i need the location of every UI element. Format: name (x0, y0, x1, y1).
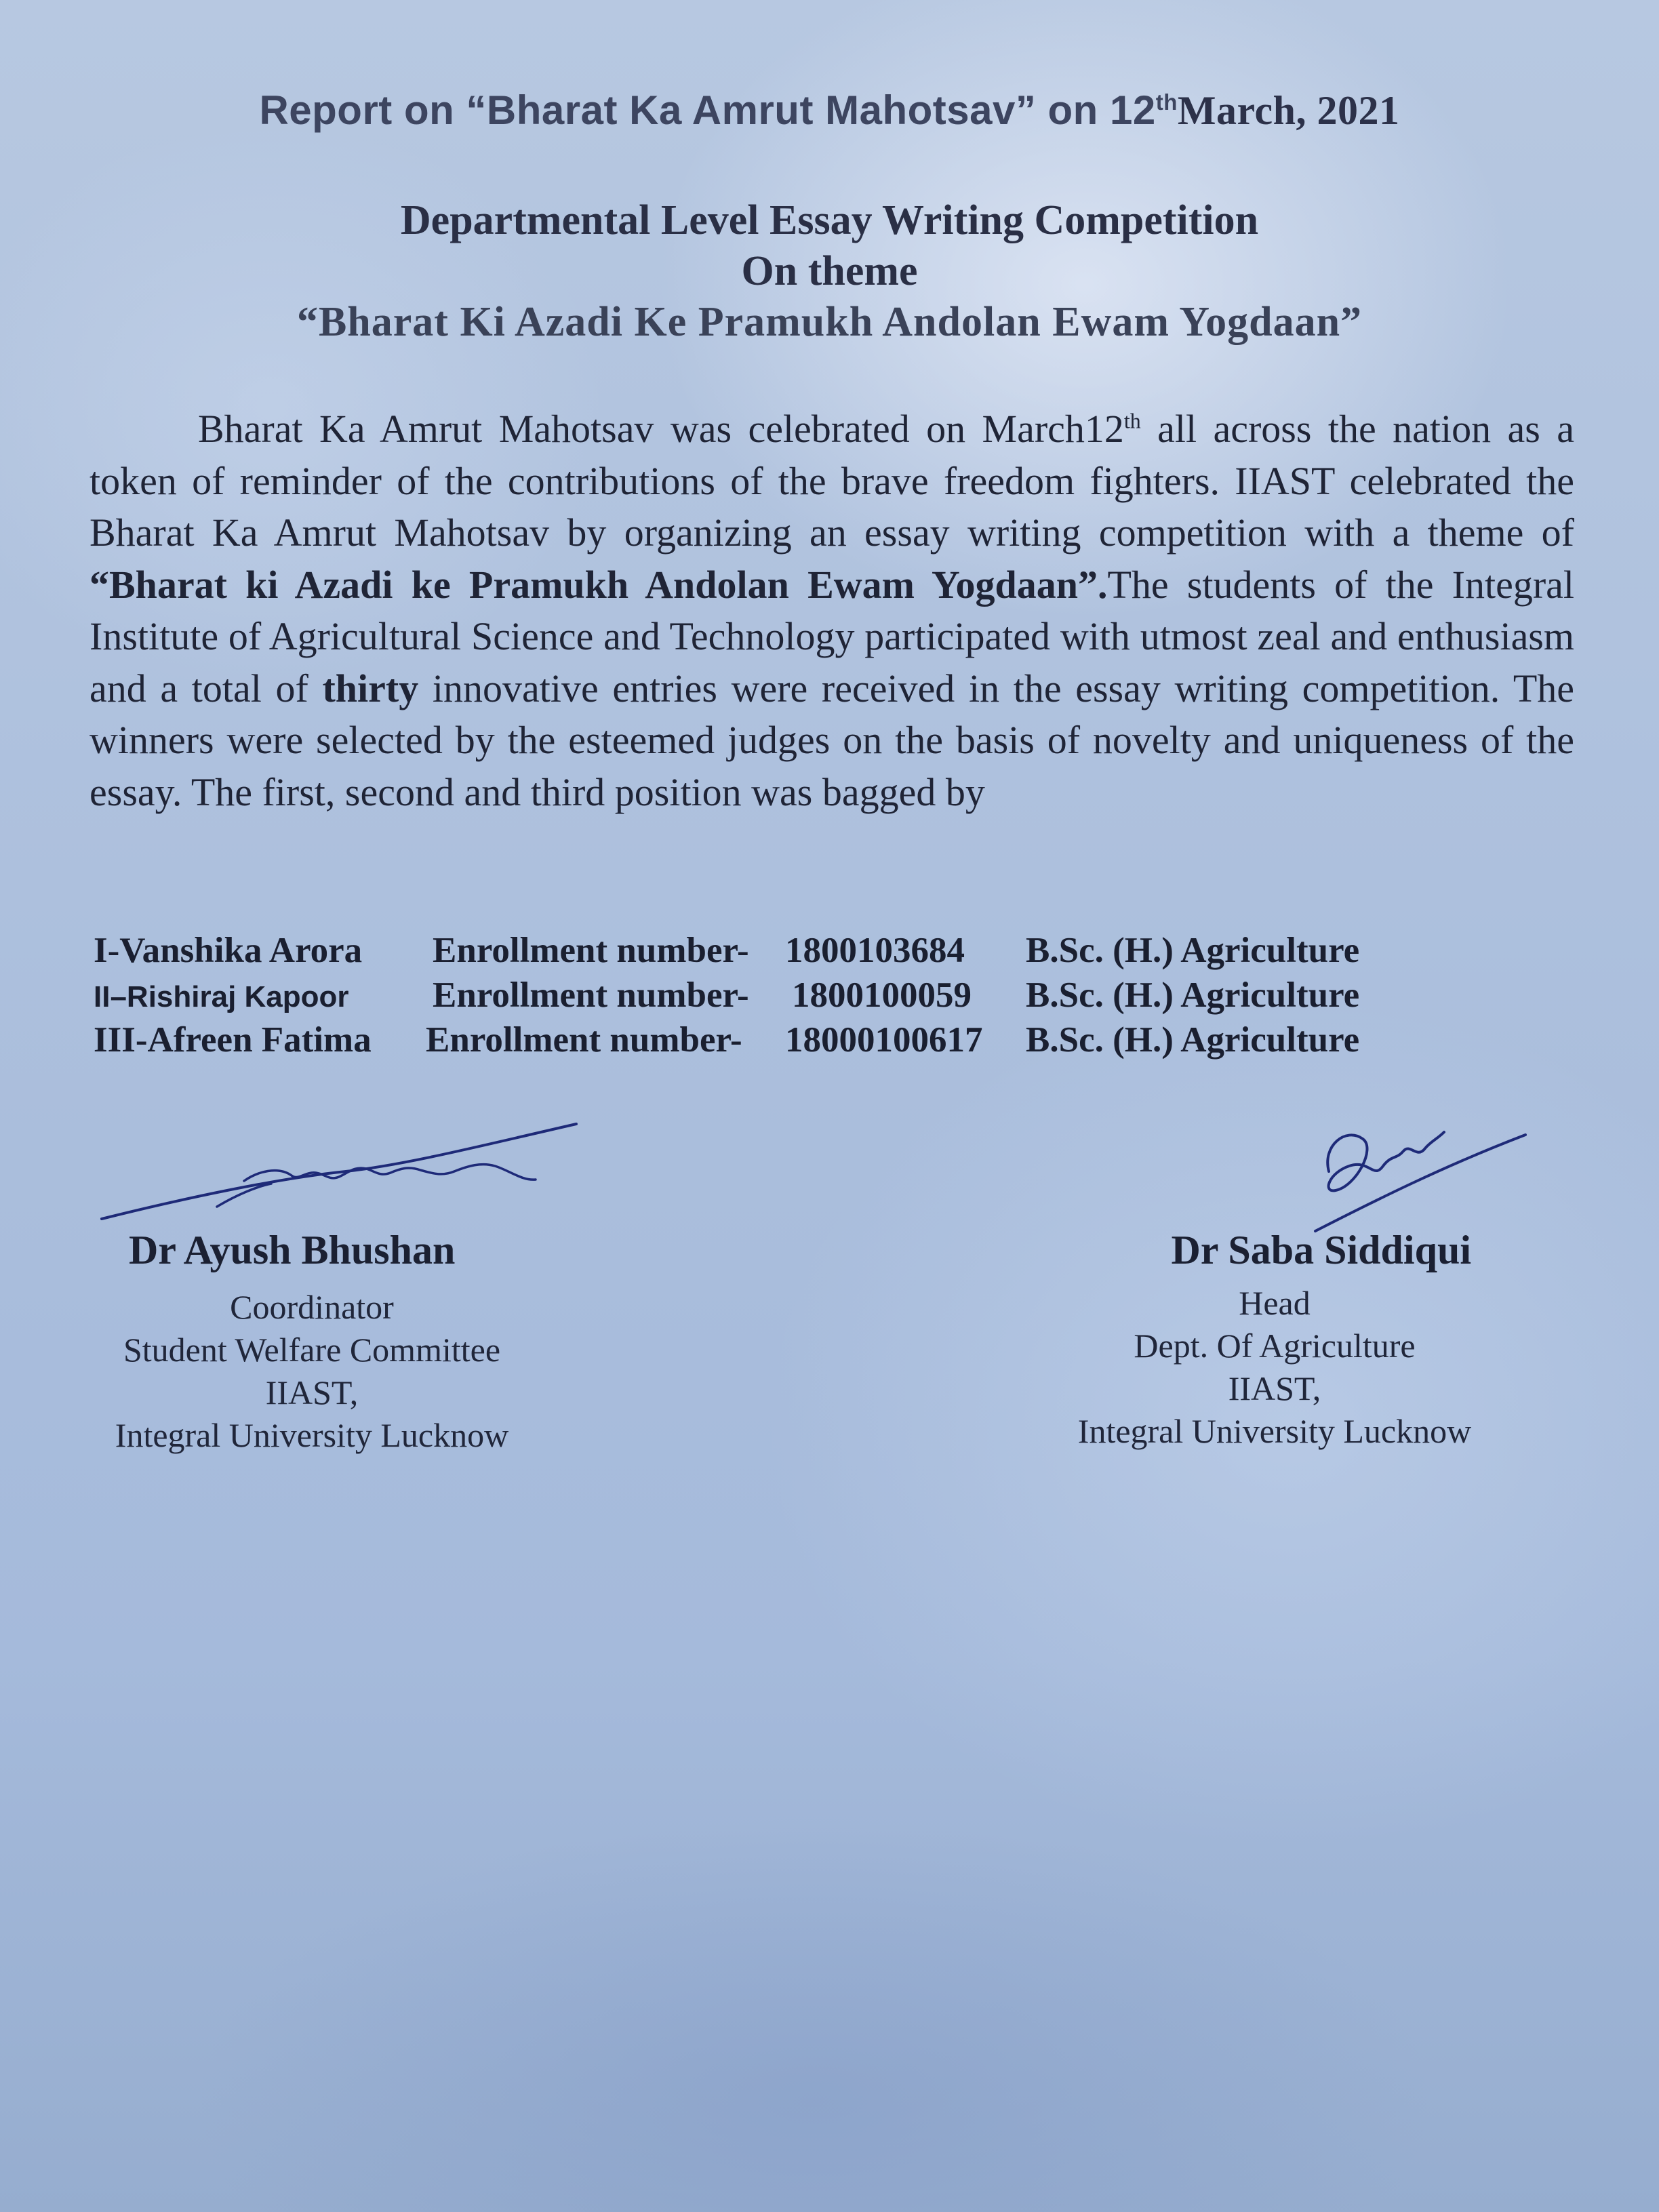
winners-list (94, 930, 1450, 1064)
winner-name: III-Afreen Fatima (94, 1020, 372, 1060)
competition-theme: “Bharat Ki Azadi Ke Pramukh Andolan Ewam Yogdaan” (296, 299, 1363, 345)
signature-left (102, 1119, 590, 1227)
signatory-department: Dept. Of Agriculture (1134, 1327, 1416, 1365)
paragraph-theme: “Bharat ki Azadi ke Pramukh Andolan Ewam Yogdaan”. (89, 562, 1108, 607)
enrollment-label: Enrollment number- (433, 931, 749, 970)
winner-row (94, 975, 1450, 1020)
paragraph-text-3: The students of the Integral Institute of Agricultural Science and Technology participated with utmost zeal and enthusiasm and a total of (89, 562, 1574, 710)
report-paragraph (89, 403, 1574, 818)
signatory-committee: Student Welfare Committee (123, 1331, 501, 1369)
signatory-name: Dr Ayush Bhushan (129, 1228, 456, 1272)
enrollment-number: 1800103684 (785, 931, 965, 970)
paragraph-sup: th (1123, 409, 1141, 433)
signatory-role: Coordinator (230, 1288, 394, 1326)
competition-name: Departmental Level Essay Writing Competition (400, 197, 1259, 243)
signatory-university: Integral University Lucknow (1077, 1412, 1472, 1450)
paragraph-text-1: Bharat Ka Amrut Mahotsav was celebrated on March12 (198, 407, 1124, 451)
winner-program: B.Sc. (H.) Agriculture (1026, 976, 1360, 1015)
signatory-right (1051, 1227, 1498, 1453)
paragraph-text-2: all across the nation as a token of reminder of the contributions of the brave freedom fighters. IIAST celebrated the Bharat Ka Amrut Mahotsav by organizing an essay writing competition with a theme of (89, 407, 1574, 555)
winner-name: II–Rishiraj Kapoor (94, 980, 349, 1013)
enrollment-label: Enrollment number- (433, 976, 749, 1015)
signatory-name: Dr Saba Siddiqui (1171, 1228, 1471, 1272)
paragraph-text-4: innovative entries were received in the essay writing competition. The winners were selected by the esteemed judges on the basis of novelty and uniqueness of the essay. The first, second and third position was bagged by (89, 666, 1575, 814)
winner-program: B.Sc. (H.) Agriculture (1026, 1020, 1360, 1060)
enrollment-label: Enrollment number- (426, 1020, 742, 1060)
winner-name: I-Vanshika Arora (94, 931, 363, 970)
enrollment-number: 1800100059 (792, 976, 972, 1015)
signatory-role: Head (1239, 1284, 1311, 1322)
signatory-university: Integral University Lucknow (115, 1416, 509, 1454)
report-title-text: Report on “Bharat Ka Amrut Mahotsav” on 12 (259, 87, 1156, 133)
winner-program: B.Sc. (H.) Agriculture (1026, 931, 1360, 970)
winner-row (94, 1020, 1450, 1064)
report-title-date: March, 2021 (1177, 88, 1400, 133)
enrollment-number: 18000100617 (785, 1020, 983, 1060)
paragraph-entry-count: thirty (322, 666, 419, 710)
signatory-institute: IIAST, (265, 1373, 359, 1411)
signatory-institute: IIAST, (1228, 1369, 1321, 1407)
report-title-sup: th (1155, 89, 1178, 115)
report-title (0, 87, 1659, 134)
winner-row (94, 930, 1450, 975)
theme-label: On theme (741, 248, 918, 294)
signatory-left (95, 1227, 529, 1457)
